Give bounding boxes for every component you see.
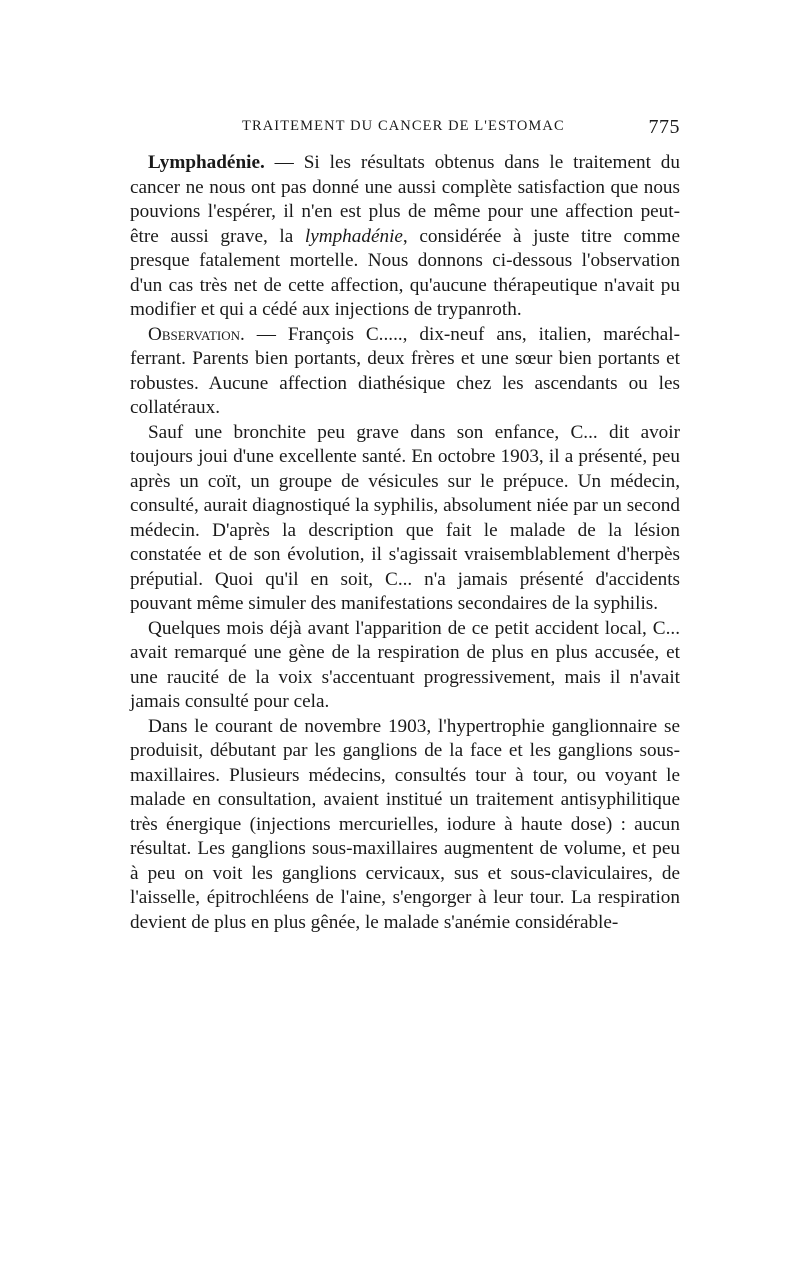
paragraph-observation <box>130 323 680 421</box>
section-lead-lymphadenie: Lymphadénie. <box>148 152 265 173</box>
paragraph-lymphadenie <box>130 151 680 323</box>
paragraph-text: — Si les résultats obtenus dans le traitement du cancer ne nous ont pas donné une aussi complète satisfaction que nous pouvions l'espérer, il n'en est plus de même pour une affection peut-être aussi grave, la <box>130 152 680 247</box>
paragraph-lymph-nodes: Dans le courant de novembre 1903, l'hypertrophie ganglionnaire se produisit, débutant par les ganglions de la face et les ganglions sous-maxillaires. Plusieurs médecins, consultés tour à tour, ou voyant le malade en consultation, avaient institué un traitement antisyphilitique très énergique (injections mercurielles, iodure à haute dose) : aucun résultat. Les ganglions sous-maxillaires augmentent de volume, et peu à peu on voit les ganglions cervicaux, sus et sous-claviculaires, de l'aisselle, épitrochléens de l'aine, s'engorger à leur tour. La respiration devient de plus en plus gênée, le malade s'anémie considérable- <box>130 715 680 933</box>
page-header <box>130 116 680 146</box>
running-title: TRAITEMENT DU CANCER DE L'ESTOMAC <box>242 118 565 134</box>
observation-lead: Observation. <box>148 323 245 345</box>
page-number: 775 <box>648 116 680 138</box>
paragraph-text-continued: , considérée à juste titre comme presque fatalement mortelle. Nous donnons ci-dessous l'observation d'un cas très net de cette affection, qu'aucune thérapeutique n'avait pu modifier et qui a cédé aux injections de trypanroth. <box>130 225 680 320</box>
paragraph-text: — François C....., dix-neuf ans, italien, maréchal-ferrant. Parents bien portants, deux frères et une sœur bien portants et robustes. Aucune affection diathésique chez les ascendants ou les collatéraux. <box>130 323 680 418</box>
paragraph-respiration: Quelques mois déjà avant l'apparition de ce petit accident local, C... avait remarqué une gène de la respiration de plus en plus accusée, et une raucité de la voix s'accentuant progressivement, mais il n'avait jamais consulté pour cela. <box>130 617 680 712</box>
italic-term: lymphadénie <box>304 225 403 247</box>
body-text <box>130 151 680 935</box>
paragraph-history: Sauf une bronchite peu grave dans son enfance, C... dit avoir toujours joui d'une excellente santé. En octobre 1903, il a présenté, peu après un coït, un groupe de vésicules sur le prépuce. Un médecin, consulté, aurait diagnostiqué la syphilis, absolument niée par un second médecin. D'après la description que fait le malade de la lésion constatée et de son évolution, il s'agissait vraisemblablement d'herpès préputial. Quoi qu'il en soit, C... n'a jamais présenté d'accidents pouvant même simuler des manifestations secondaires de la syphilis. <box>130 421 680 614</box>
